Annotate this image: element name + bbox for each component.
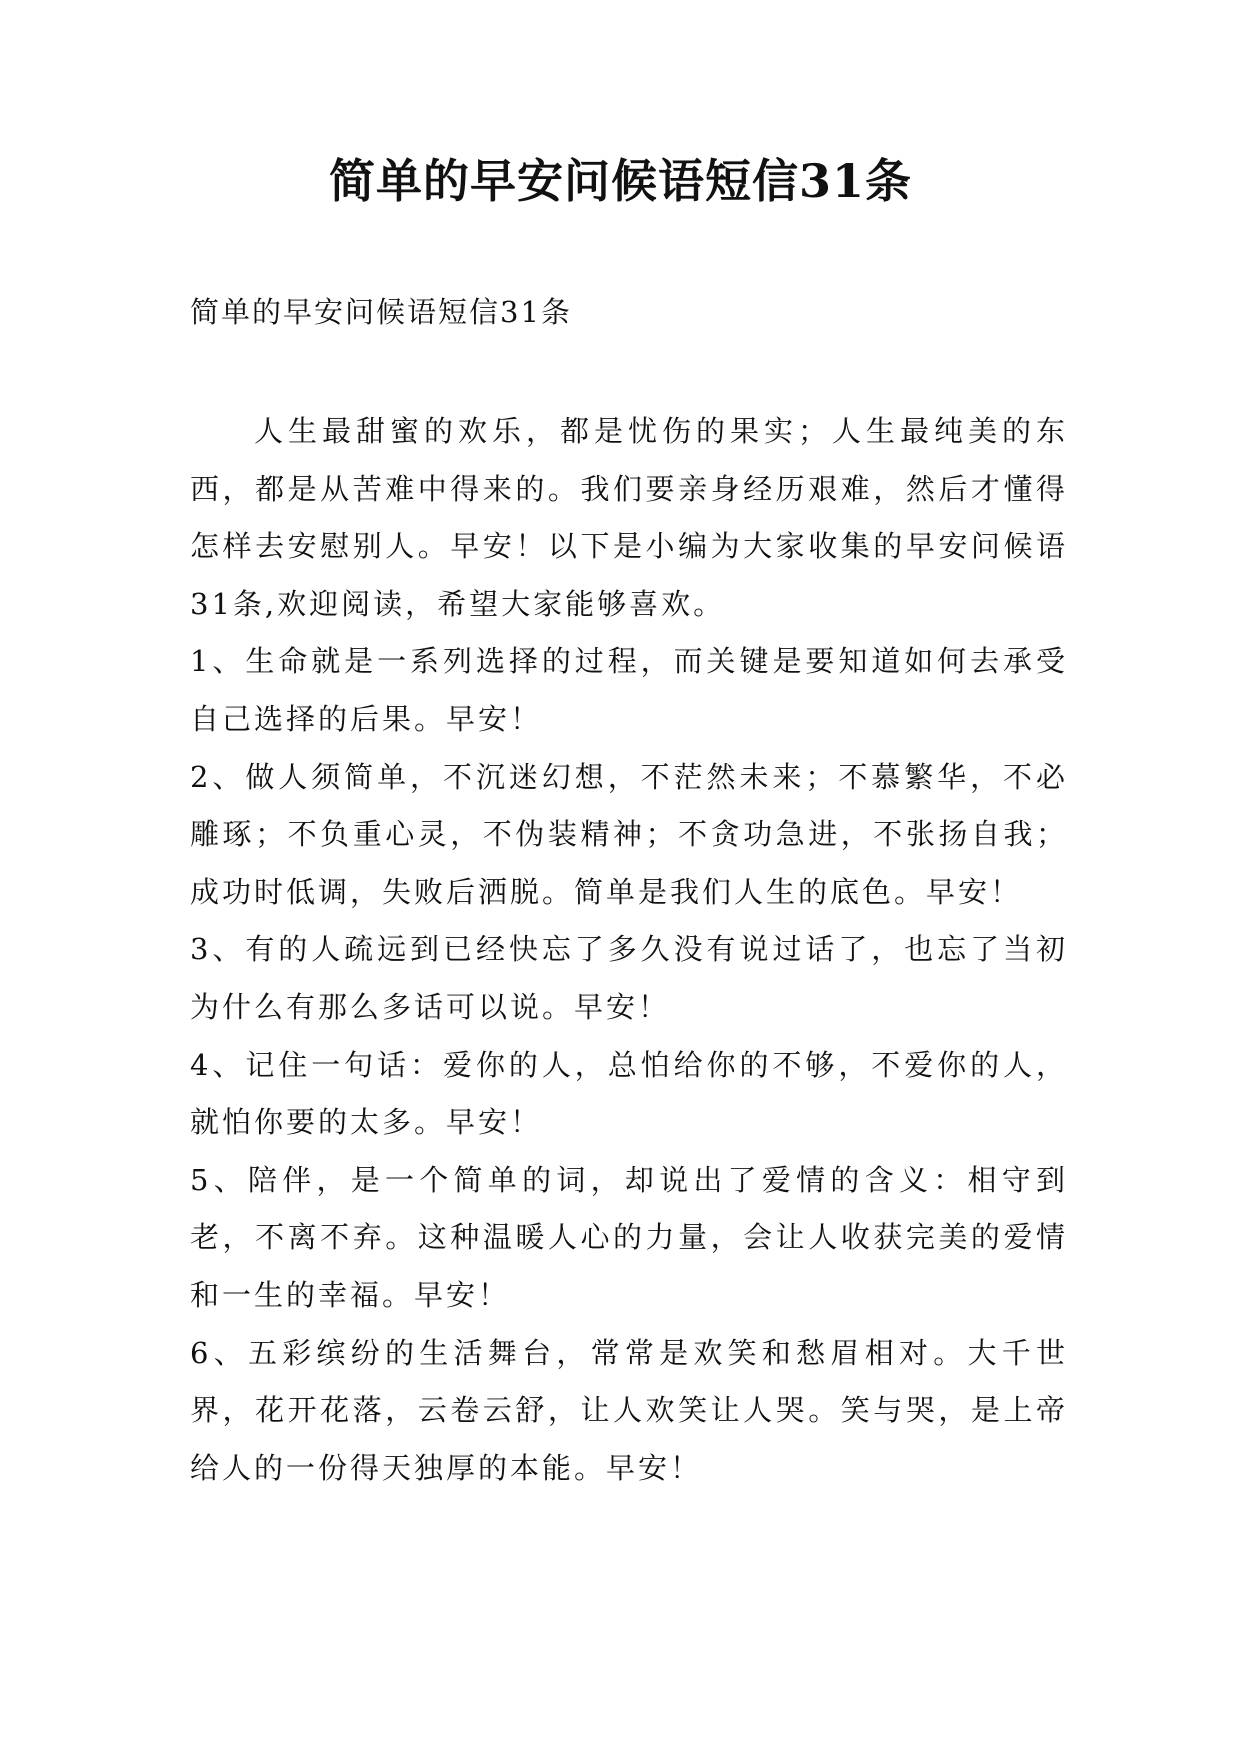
intro-paragraph: 人生最甜蜜的欢乐，都是忧伤的果实；人生最纯美的东西，都是从苦难中得来的。我们要亲身经历艰难，然后才懂得怎样去安慰别人。早安！以下是小编为大家收集的早安问候语31条,欢迎阅读，希望大家能够喜欢。 — [190, 414, 1068, 621]
list-item-3: 3、有的人疏远到已经快忘了多久没有说过话了，也忘了当初为什么有那么多话可以说。早安！ — [190, 932, 1068, 1024]
list-item-6: 6、五彩缤纷的生活舞台，常常是欢笑和愁眉相对。大千世界，花开花落，云卷云舒，让人欢笑让人哭。笑与哭，是上帝给人的一份得天独厚的本能。早安！ — [190, 1335, 1068, 1485]
document-title: 简单的早安问候语短信31条 — [328, 154, 912, 208]
list-item-5: 5、陪伴，是一个简单的词，却说出了爱情的含义：相守到老，不离不弃。这种温暖人心的力量，会让人收获完美的爱情和一生的幸福。早安！ — [190, 1162, 1068, 1312]
document-body — [190, 403, 1068, 1497]
list-item-2: 2、做人须简单，不沉迷幻想，不茫然未来；不慕繁华，不必雕琢；不负重心灵，不伪装精神；不贪功急进，不张扬自我；成功时低调，失败后洒脱。简单是我们人生的底色。早安！ — [190, 759, 1068, 909]
document-subtitle: 简单的早安问候语短信31条 — [190, 295, 572, 329]
list-item-1: 1、生命就是一系列选择的过程，而关键是要知道如何去承受自己选择的后果。早安！ — [190, 644, 1068, 736]
list-item-4: 4、记住一句话：爱你的人，总怕给你的不够，不爱你的人，就怕你要的太多。早安！ — [190, 1047, 1068, 1140]
